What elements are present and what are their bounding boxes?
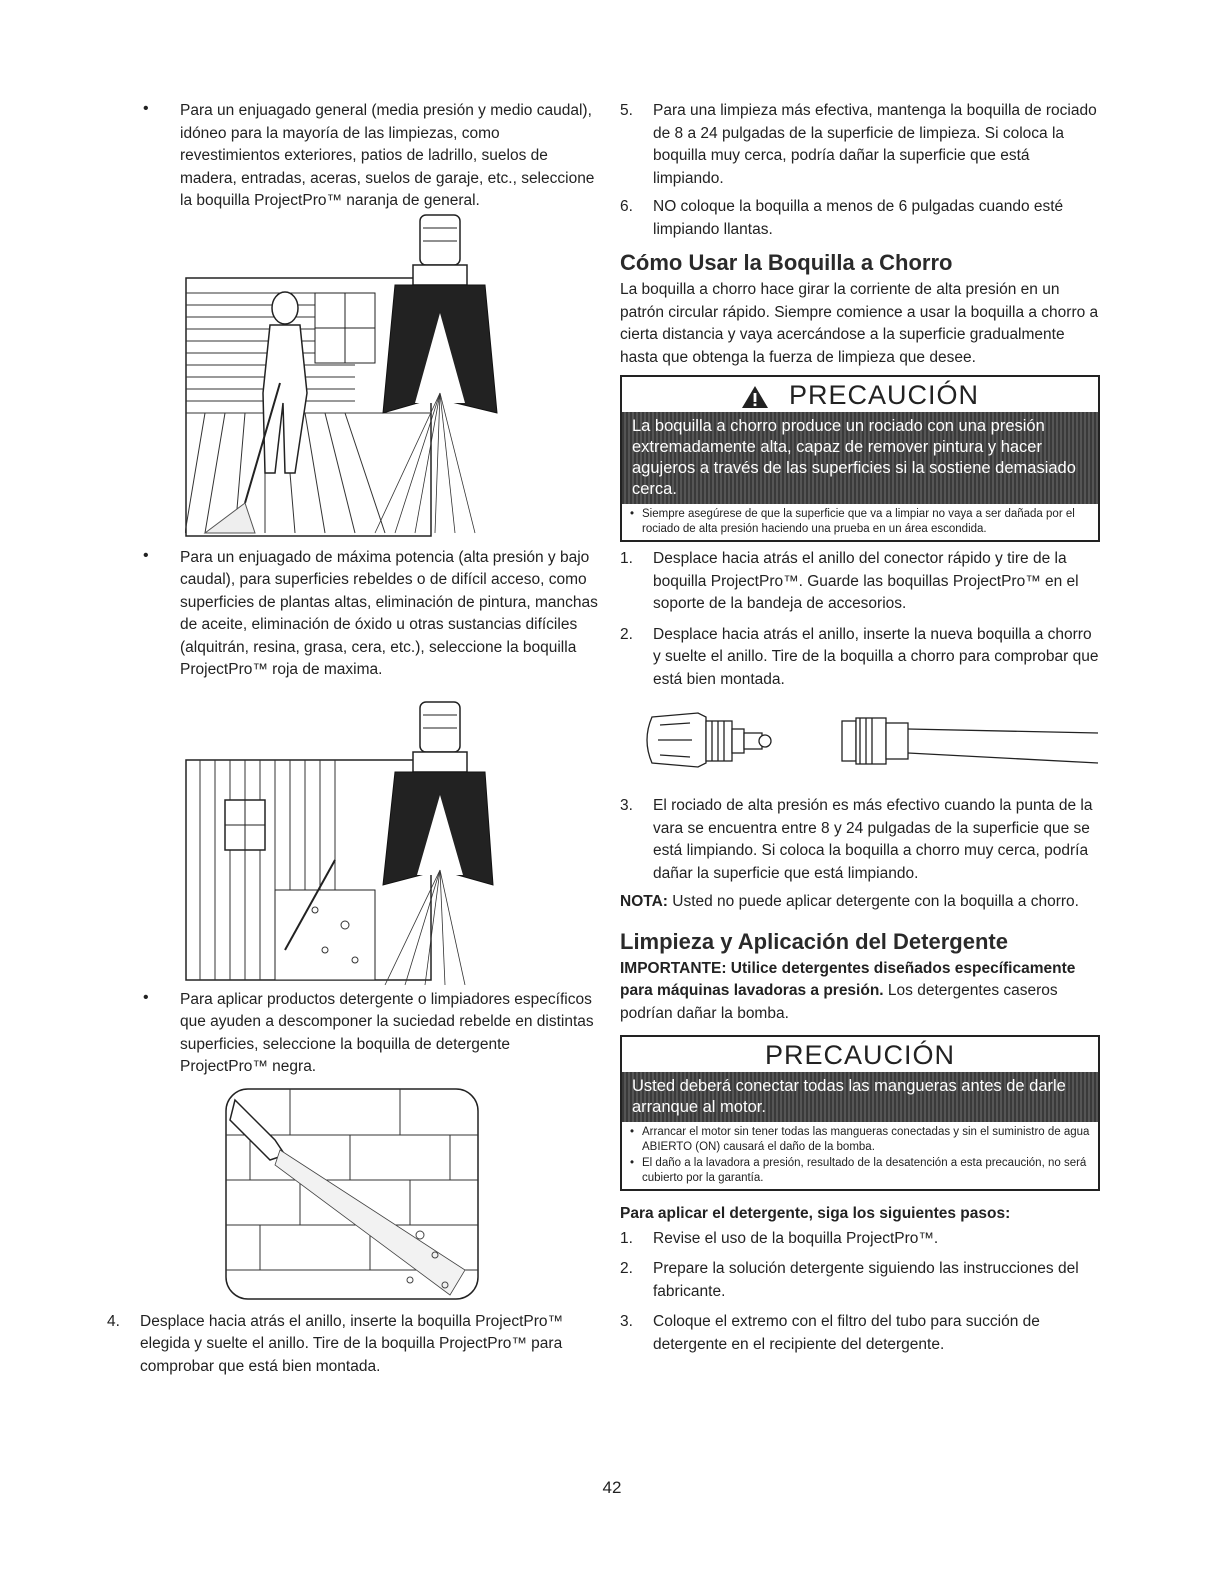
step-number: 5. — [620, 102, 633, 119]
step-5-text: Para una limpieza más efectiva, mantenga la boquilla de rociado de 8 a 24 pulgadas de la superficie de limpieza. Si coloca la boquilla muy cerca, podría dañar la superficie que está limpiando. — [653, 102, 1097, 187]
importante-rest: Los detergentes caseros podrían dañar la bomba. — [620, 982, 1058, 1022]
detergente-step-1-text: Revise el uso de la boquilla ProjectPro™. — [653, 1229, 939, 1247]
caution-header — [622, 1037, 1098, 1072]
step-number: 2. — [620, 1260, 633, 1277]
pasos-heading: Para aplicar el detergente, siga los siguientes pasos: — [620, 1205, 1011, 1222]
chorro-step-1-text: Desplace hacia atrás el anillo del conector rápido y tire de la boquilla ProjectPro™. Guarde las boquillas ProjectPro™ en el soporte de la bandeja de accesorios. — [653, 550, 1079, 612]
step-number: 4. — [107, 1312, 120, 1330]
caution-box-chorro — [620, 375, 1100, 542]
bullet-general-text: Para un enjuagado general (media presión y medio caudal), idóneo para la mayoría de las limpiezas, como revestimientos exteriores, patios de ladrillo, suelos de madera, entradas, aceras, suelos de garaje, etc., seleccione la boquilla ProjectPro™ naranja de general. — [180, 102, 595, 209]
step-4 — [107, 1311, 600, 1379]
bullet-mark: • — [630, 1126, 635, 1138]
caution-note-text: Siempre asegúrese de que la superficie que va a limpiar no vaya a ser dañada por el rociado de alta presión haciendo una prueba en un área escondida. — [642, 508, 1075, 535]
detergente-step-2 — [620, 1258, 1100, 1303]
importante-bold: IMPORTANTE: Utilice detergentes diseñados específicamente para máquinas lavadoras a presión. — [620, 959, 1076, 999]
detergente-step-1 — [620, 1228, 1100, 1251]
bullet-mark: • — [143, 988, 149, 1006]
caution-note-text: Arrancar el motor sin tener todas las mangueras conectadas y sin el suministro de agua ABIERTO (ON) causará el daño de la bomba. — [642, 1126, 1090, 1153]
left-column — [107, 100, 600, 1378]
importante — [620, 958, 1100, 1026]
list-item — [140, 547, 600, 682]
quick-connect-illustration — [620, 703, 1100, 785]
caution-note-text: El daño a la lavadora a presión, resultado de la desatención a esta precaución, no será cubierto por la garantía. — [642, 1157, 1087, 1184]
page-number: 42 — [602, 1478, 622, 1497]
caution-notes — [622, 504, 1098, 540]
step-number: 1. — [620, 550, 633, 567]
caution-header — [622, 377, 1098, 412]
step-number: 3. — [620, 797, 633, 814]
chorro-step-2 — [620, 624, 1100, 692]
step-5 — [620, 100, 1100, 190]
wall-cleaning-illustration — [185, 700, 515, 985]
detergente-step-3 — [620, 1311, 1100, 1356]
list-item — [140, 989, 600, 1079]
step-number: 2. — [620, 625, 633, 643]
deck-cleaning-illustration — [185, 213, 515, 543]
step-6 — [620, 196, 1100, 241]
chorro-step-3-text: El rociado de alta presión es más efectivo cuando la punta de la vara se encuentra entre 8 y 24 pulgadas de la superficie que se está limpiando. Si coloca la boquilla a chorro muy cerca, podría dañar la superficie que está limpiando. — [653, 797, 1093, 882]
bullet-detergente-text: Para aplicar productos detergente o limpiadores específicos que ayuden a descomponer la suciedad rebelde en distintas superficies, seleccione la boquilla de detergente ProjectPro™ negra. — [180, 990, 594, 1075]
step-number: 1. — [620, 1229, 633, 1247]
nota-label: NOTA: — [620, 893, 668, 910]
right-column — [620, 100, 1100, 1356]
caution-box-motor — [620, 1035, 1100, 1191]
caution-note — [628, 1156, 1092, 1185]
caution-title: PRECAUCIÓN — [764, 1040, 956, 1070]
step-4-text: Desplace hacia atrás el anillo, inserte la boquilla ProjectPro™ elegida y suelte el anillo. Tire de la boquilla ProjectPro™ para comprobar que está bien montada. — [140, 1312, 564, 1375]
detergent-spray-illustration — [220, 1085, 485, 1305]
caution-note — [628, 507, 1092, 536]
warning-triangle-icon — [741, 385, 769, 409]
caution-title: PRECAUCIÓN — [788, 380, 980, 410]
bullet-mark: • — [143, 100, 149, 117]
detergente-step-2-text: Prepare la solución detergente siguiendo las instrucciones del fabricante. — [653, 1260, 1079, 1300]
caution-warning: Usted deberá conectar todas las mangueras antes de darle arranque al motor. — [622, 1072, 1098, 1122]
detergente-step-3-text: Coloque el extremo con el filtro del tubo para succión de detergente en el recipiente del detergente. — [653, 1313, 1040, 1353]
caution-note — [628, 1125, 1092, 1154]
bullet-mark: • — [143, 546, 149, 564]
bullet-maxima-text: Para un enjuagado de máxima potencia (alta presión y bajo caudal), para superficies rebeldes o de difícil acceso, como superficies de plantas altas, eliminación de pintura, manchas de aceite, eliminación de óxido u otras sustancias difíciles (alquitrán, resina, grasa, cera, etc.), seleccione la boquilla ProjectPro™ roja de maxima. — [180, 548, 598, 678]
chorro-step-1 — [620, 548, 1100, 616]
bullet-mark: • — [630, 1157, 635, 1169]
chorro-intro: La boquilla a chorro hace girar la corriente de alta presión en un patrón circular rápido. Siempre comience a usar la boquilla a chorro a cierta distancia y vaya acercándose a la superficie gradualmente hasta que obtenga la fuerza de limpieza que desee. — [620, 281, 1099, 366]
step-number: 3. — [620, 1313, 633, 1330]
nota — [620, 891, 1100, 914]
heading-detergente: Limpieza y Aplicación del Detergente — [620, 928, 1008, 954]
list-item — [140, 100, 600, 213]
caution-warning: La boquilla a chorro produce un rociado con una presión extremadamente alta, capaz de remover pintura y hacer agujeros a través de las superficies si la sostiene demasiado cerca. — [622, 412, 1098, 504]
bullet-mark: • — [630, 508, 635, 520]
step-number: 6. — [620, 198, 633, 215]
step-6-text: NO coloque la boquilla a menos de 6 pulgadas cuando esté limpiando llantas. — [653, 198, 1064, 238]
heading-boquilla-chorro: Cómo Usar la Boquilla a Chorro — [620, 250, 953, 275]
chorro-step-2-text: Desplace hacia atrás el anillo, inserte la nueva boquilla a chorro y suelte el anillo. Tire de la boquilla a chorro para comprobar que está bien montada. — [653, 625, 1099, 688]
nota-text: Usted no puede aplicar detergente con la boquilla a chorro. — [667, 893, 1079, 910]
caution-notes — [622, 1122, 1098, 1189]
chorro-step-3 — [620, 795, 1100, 885]
